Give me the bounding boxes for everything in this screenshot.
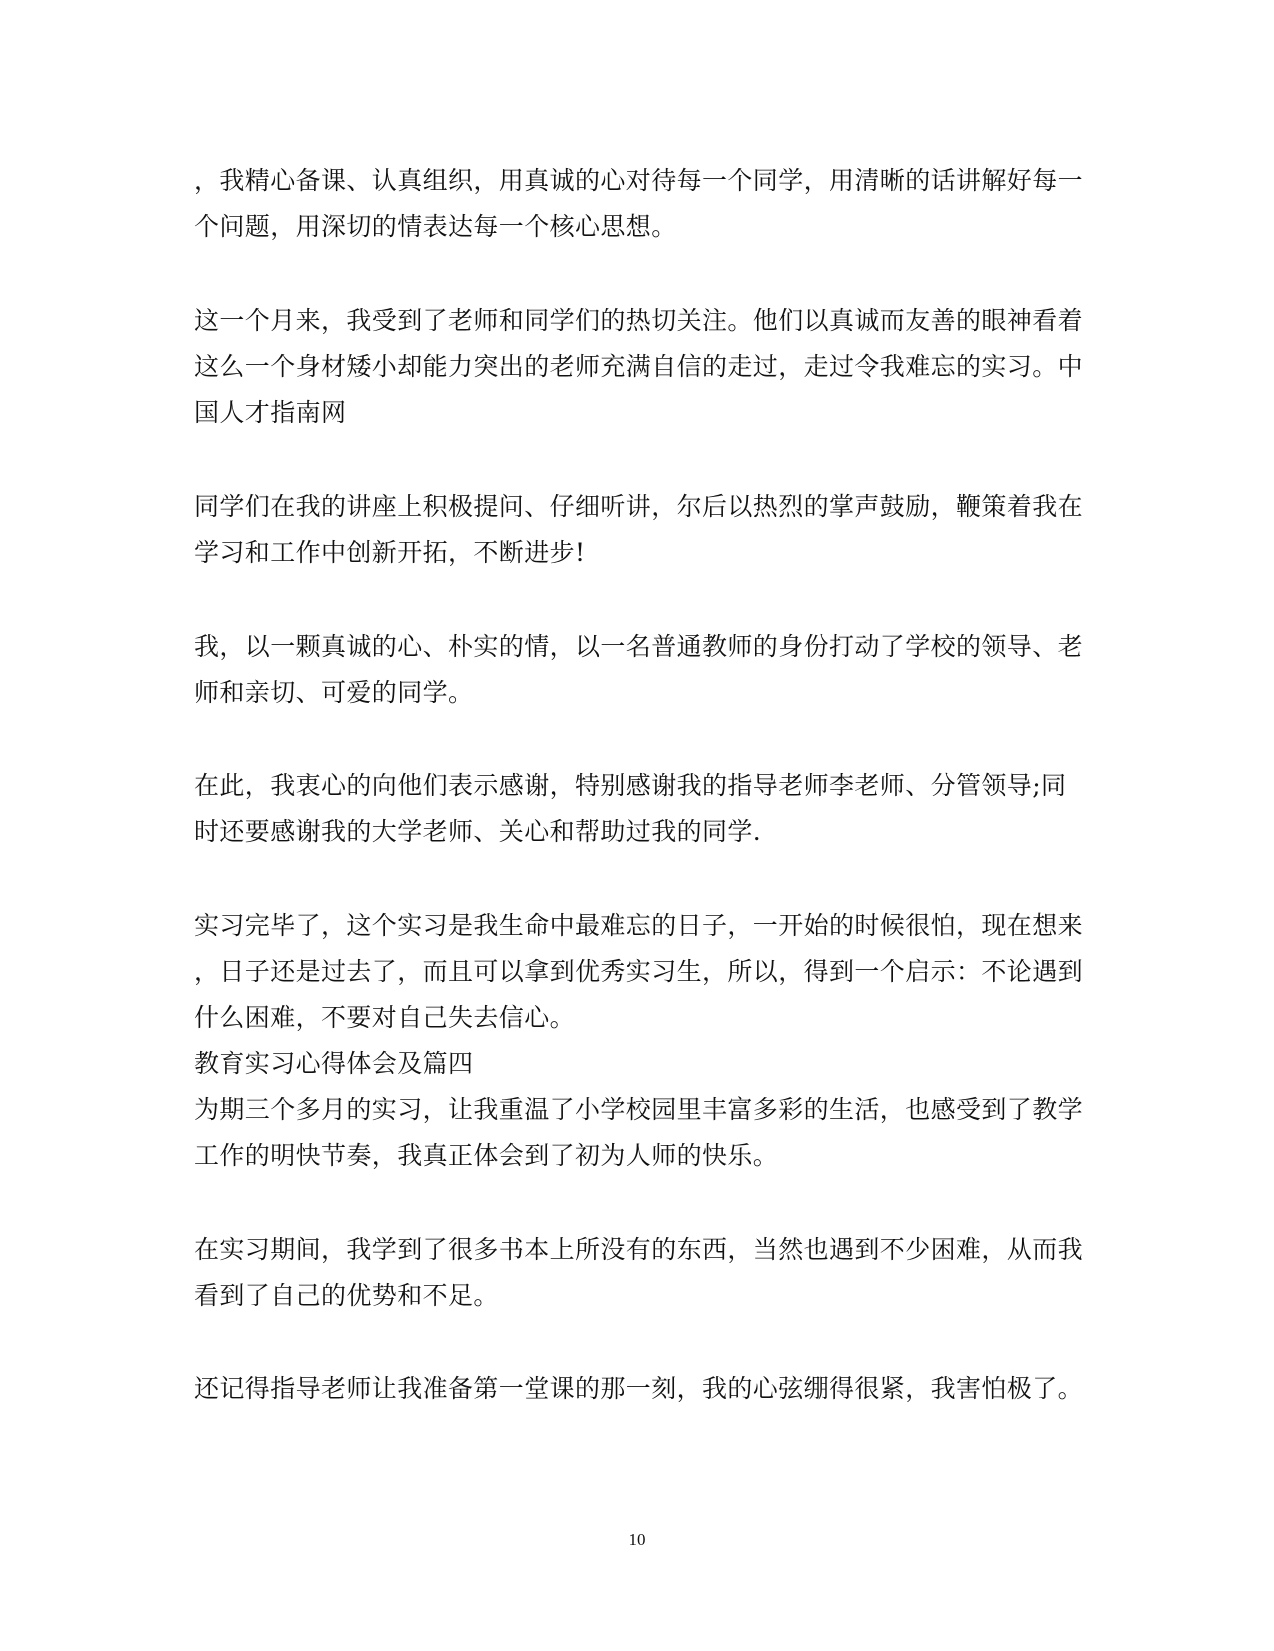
text-line: 看到了自己的优势和不足。 [194, 1281, 499, 1310]
text-line: ，我精心备课、认真组织，用真诚的心对待每一个同学，用清晰的话讲解好每一 [194, 166, 1084, 195]
section-heading: 教育实习心得体会及篇四 [194, 1049, 474, 1078]
text-line: 为期三个多月的实习，让我重温了小学校园里丰富多彩的生活，也感受到了教学 [194, 1095, 1084, 1124]
text-line: 这么一个身材矮小却能力突出的老师充满自信的走过，走过令我难忘的实习。中 [194, 352, 1084, 381]
text-line: 实习完毕了，这个实习是我生命中最难忘的日子，一开始的时候很怕，现在想来 [194, 911, 1084, 940]
text-line: ，日子还是过去了，而且可以拿到优秀实习生，所以，得到一个启示：不论遇到 [194, 957, 1084, 986]
text-line: 时还要感谢我的大学老师、关心和帮助过我的同学. [194, 817, 762, 846]
text-line: 还记得指导老师让我准备第一堂课的那一刻，我的心弦绷得很紧，我害怕极了。 [194, 1374, 1084, 1403]
text-line: 我，以一颗真诚的心、朴实的情，以一名普通教师的身份打动了学校的领导、老 [194, 632, 1084, 661]
text-line: 在此，我衷心的向他们表示感谢，特别感谢我的指导老师李老师、分管领导;同 [194, 771, 1067, 800]
page-number: 10 [628, 1530, 646, 1549]
text-line: 同学们在我的讲座上积极提问、仔细听讲，尔后以热烈的掌声鼓励，鞭策着我在 [194, 492, 1084, 521]
text-line: 工作的明快节奏，我真正体会到了初为人师的快乐。 [194, 1141, 779, 1170]
text-line: 师和亲切、可爱的同学。 [194, 678, 474, 707]
text-line: 这一个月来，我受到了老师和同学们的热切关注。他们以真诚而友善的眼神看着 [194, 306, 1084, 335]
text-line: 学习和工作中创新开拓，不断进步! [194, 538, 586, 567]
text-line: 国人才指南网 [194, 398, 347, 427]
text-line: 个问题，用深切的情表达每一个核心思想。 [194, 212, 677, 241]
text-line: 在实习期间，我学到了很多书本上所没有的东西，当然也遇到不少困难，从而我 [194, 1235, 1084, 1264]
text-line: 什么困难，不要对自己失去信心。 [194, 1003, 576, 1032]
